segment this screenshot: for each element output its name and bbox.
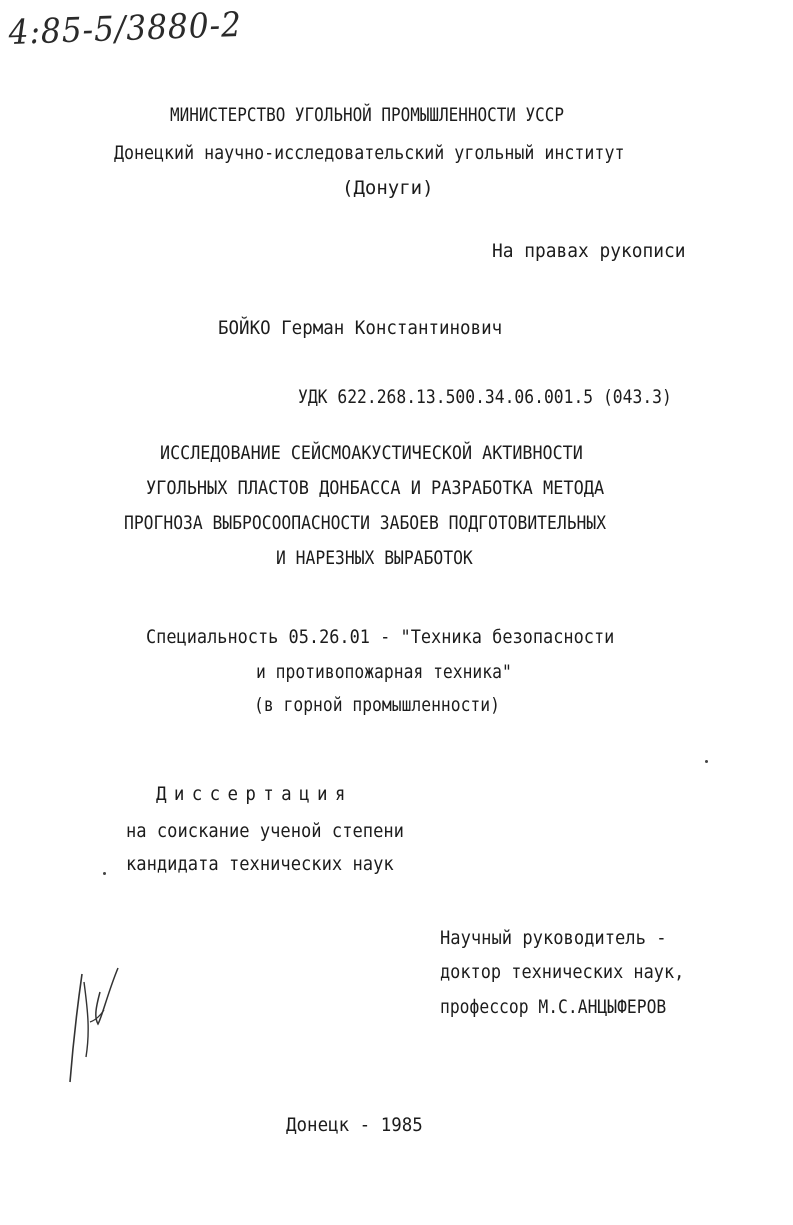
institute-abbreviation: (Донуги) — [342, 177, 434, 199]
specialty-line-2: и противопожарная техника" — [256, 661, 512, 683]
specialty-line-3: (в горной промышленности) — [254, 694, 500, 716]
institute-name: Донецкий научно-исследовательский угольный институт — [114, 142, 625, 164]
title-line-3: ПРОГНОЗА ВЫБРОСООПАСНОСТИ ЗАБОЕВ ПОДГОТОВИТЕЛЬНЫХ — [124, 512, 607, 534]
advisor-line-3: профессор М.С.АНЦЫФЕРОВ — [440, 996, 667, 1018]
advisor-line-2: доктор технических наук, — [440, 961, 685, 983]
author-name: БОЙКО Герман Константинович — [218, 317, 503, 339]
title-line-4: И НАРЕЗНЫХ ВЫРАБОТОК — [276, 547, 473, 569]
title-line-1: ИССЛЕДОВАНИЕ СЕЙСМОАКУСТИЧЕСКОЙ АКТИВНОСТИ — [160, 442, 583, 464]
title-line-2: УГОЛЬНЫХ ПЛАСТОВ ДОНБАССА И РАЗРАБОТКА МЕТОДА — [146, 477, 605, 499]
specialty-line-1: Специальность 05.26.01 - "Техника безопасности — [146, 626, 615, 648]
paper-speck — [705, 760, 708, 763]
handwritten-signature — [60, 962, 130, 1092]
archive-code-handwritten: 4:85-5/3880-2 — [7, 4, 243, 53]
udk-code: УДК 622.268.13.500.34.06.001.5 (043.3) — [298, 386, 672, 408]
advisor-line-1: Научный руководитель - — [440, 927, 667, 949]
paper-speck — [103, 872, 106, 875]
manuscript-rights-note: На правах рукописи — [492, 240, 686, 262]
place-and-year: Донецк - 1985 — [286, 1114, 423, 1136]
degree-line-1: на соискание ученой степени — [126, 820, 404, 842]
document-type: Диссертация — [156, 783, 353, 805]
degree-line-2: кандидата технических наук — [126, 853, 394, 875]
ministry-heading: МИНИСТЕРСТВО УГОЛЬНОЙ ПРОМЫШЛЕННОСТИ УССР — [170, 104, 564, 126]
